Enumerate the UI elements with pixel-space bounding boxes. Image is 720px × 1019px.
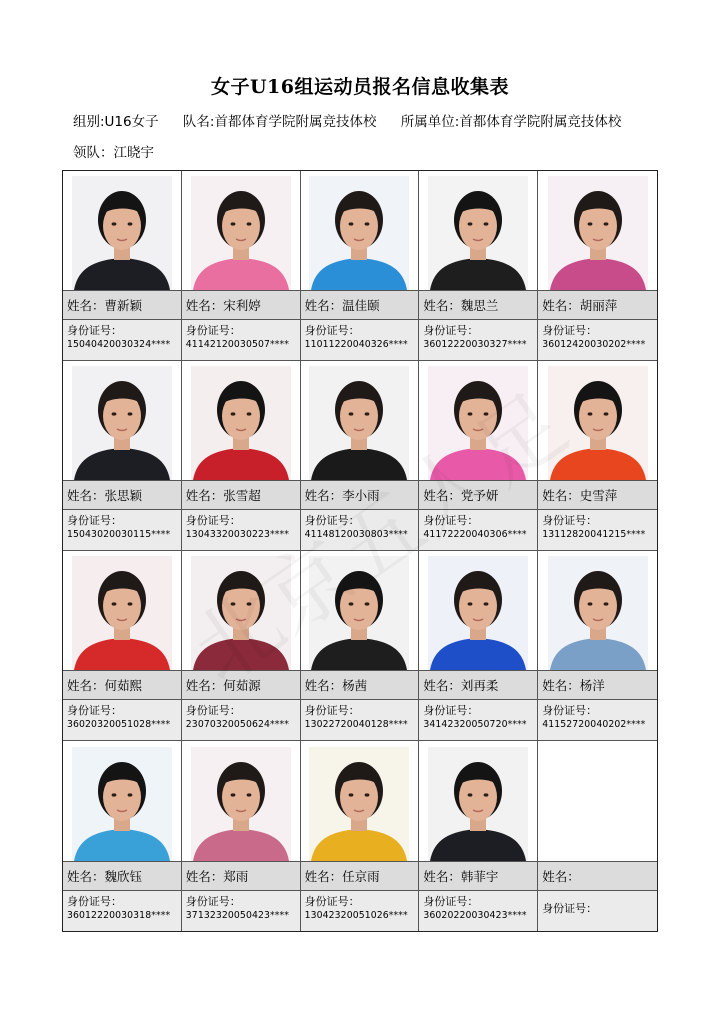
athlete-photo	[72, 176, 172, 290]
athlete-id-block	[182, 320, 300, 360]
athlete-photo	[309, 176, 409, 290]
athlete-photo	[548, 176, 648, 290]
athlete-photo-frame	[182, 551, 300, 670]
athlete-card	[182, 741, 301, 931]
athlete-name: 姓名：刘再柔	[419, 670, 537, 700]
id-number-value: 41148120030803****	[304, 529, 408, 541]
athlete-photo-frame	[419, 741, 537, 861]
athlete-card	[301, 361, 420, 551]
athlete-photo	[309, 366, 409, 480]
athlete-name: 姓名：	[538, 861, 657, 891]
athlete-card-empty	[538, 741, 657, 931]
athlete-photo-frame	[63, 551, 181, 670]
id-number-value: 13022720040128****	[304, 719, 408, 731]
page-title: 女子U16组运动员报名信息收集表	[210, 76, 509, 98]
header-info-row	[73, 110, 621, 130]
athlete-id-block	[63, 700, 181, 740]
athlete-id-block	[419, 700, 537, 740]
athlete-id-block	[301, 891, 419, 931]
id-number-value: 36020220030423****	[423, 910, 527, 921]
athlete-photo	[548, 556, 648, 670]
athlete-photo-frame	[419, 361, 537, 480]
group-label: 组别:U16女子	[73, 114, 159, 130]
id-number-label: 身份证号：	[304, 895, 360, 908]
athlete-id-block	[419, 320, 537, 360]
id-number-label: 身份证号：	[423, 514, 479, 528]
athlete-name: 姓名：何茹源	[182, 670, 300, 700]
athlete-id-block	[63, 891, 181, 931]
athlete-photo	[191, 176, 291, 290]
athlete-id-block	[182, 510, 300, 550]
athlete-card	[301, 171, 420, 361]
id-number-label: 身份证号：	[542, 704, 598, 718]
athlete-photo-frame	[182, 171, 300, 290]
athlete-card	[301, 741, 420, 931]
unit-label: 所属单位:首都体育学院附属竞技体校	[400, 114, 622, 130]
athlete-card	[63, 361, 182, 551]
id-number-value: 15040420030324****	[67, 339, 171, 351]
athlete-name: 姓名：张思颖	[63, 480, 181, 510]
athlete-card	[538, 171, 657, 361]
id-number-label: 身份证号：	[304, 704, 360, 718]
athlete-photo	[72, 747, 172, 861]
leader-label: 领队：江晓宇	[73, 145, 154, 161]
athlete-photo-frame	[301, 171, 419, 290]
athlete-card	[538, 361, 657, 551]
athlete-photo	[72, 556, 172, 670]
id-number-value: 36012220030327****	[423, 339, 527, 351]
athlete-photo	[548, 366, 648, 480]
athlete-id-block	[301, 320, 419, 360]
id-number-label: 身份证号：	[304, 324, 360, 338]
athlete-name: 姓名：杨茜	[301, 670, 419, 700]
athlete-card	[419, 171, 538, 361]
id-number-value: 34142320050720****	[423, 719, 527, 731]
id-number-label: 身份证号：	[185, 514, 241, 528]
athlete-name: 姓名：温佳颐	[301, 290, 419, 320]
athlete-photo-placeholder	[538, 741, 657, 861]
athlete-photo	[309, 556, 409, 670]
athlete-card	[419, 361, 538, 551]
athlete-photo-frame	[538, 361, 657, 480]
id-number-value: 13043320030223****	[185, 529, 289, 541]
athlete-card	[419, 551, 538, 741]
athlete-photo-frame	[63, 741, 181, 861]
athlete-id-block	[538, 700, 657, 740]
athlete-name: 姓名：史雪萍	[538, 480, 657, 510]
athlete-id-block	[538, 891, 657, 931]
leader-row	[73, 141, 154, 161]
athlete-id-block	[419, 891, 537, 931]
id-number-label: 身份证号：	[185, 704, 241, 718]
athlete-photo-frame	[538, 171, 657, 290]
athlete-id-block	[419, 510, 537, 550]
athlete-name: 姓名：魏欣钰	[63, 861, 181, 891]
athlete-card	[63, 171, 182, 361]
id-number-label: 身份证号：	[423, 324, 479, 338]
athlete-photo	[428, 556, 528, 670]
athlete-photo-frame	[538, 551, 657, 670]
athlete-photo	[72, 366, 172, 480]
athlete-card	[63, 741, 182, 931]
athlete-name: 姓名：张雪超	[182, 480, 300, 510]
id-number-value: 13042320051026****	[304, 910, 408, 921]
athlete-card	[182, 361, 301, 551]
athlete-card	[301, 551, 420, 741]
athlete-photo	[309, 747, 409, 861]
id-number-label: 身份证号：	[67, 895, 122, 908]
id-number-label: 身份证号：	[542, 324, 598, 338]
athlete-card	[182, 171, 301, 361]
id-number-value: 41152720040202****	[542, 719, 646, 731]
athlete-photo-frame	[63, 171, 181, 290]
athlete-name: 姓名：宋利婷	[182, 290, 300, 320]
id-number-value: 41142120030507****	[185, 339, 289, 351]
id-number-value: 36012420030202****	[542, 339, 646, 351]
team-label: 队名:首都体育学院附属竞技体校	[182, 114, 377, 130]
id-number-label: 身份证号：	[423, 895, 479, 908]
id-number-value: 13112820041215****	[542, 529, 646, 541]
athlete-photo	[428, 747, 528, 861]
athlete-photo	[191, 747, 291, 861]
athlete-photo-frame	[182, 741, 300, 861]
athlete-photo-frame	[301, 551, 419, 670]
athlete-id-block	[63, 510, 181, 550]
athlete-photo-frame	[419, 171, 537, 290]
athlete-id-block	[301, 510, 419, 550]
athlete-card	[182, 551, 301, 741]
id-number-label: 身份证号：	[304, 514, 360, 528]
athlete-name: 姓名：何茹熙	[63, 670, 181, 700]
athlete-photo	[191, 366, 291, 480]
id-number-value: 41172220040306****	[423, 529, 527, 541]
athlete-name: 姓名：党予妍	[419, 480, 537, 510]
athlete-card	[63, 551, 182, 741]
athlete-photo-frame	[63, 361, 181, 480]
id-number-label: 身份证号：	[185, 895, 241, 908]
id-number-label: 身份证号：	[185, 324, 241, 338]
id-number-label: 身份证号：	[542, 514, 598, 528]
id-number-label: 身份证号：	[423, 704, 479, 718]
id-number-value: 36012220030318****	[67, 910, 171, 921]
athlete-name: 姓名：魏思兰	[419, 290, 537, 320]
athlete-card	[419, 741, 538, 931]
athlete-card	[538, 551, 657, 741]
athlete-name: 姓名：任京雨	[301, 861, 419, 891]
athlete-photo-frame	[419, 551, 537, 670]
athlete-id-block	[301, 700, 419, 740]
id-number-value: 15043020030115****	[67, 529, 171, 541]
athlete-name: 姓名：李小雨	[301, 480, 419, 510]
athlete-name: 姓名：曹新颖	[63, 290, 181, 320]
athlete-photo	[191, 556, 291, 670]
athlete-id-block	[538, 320, 657, 360]
id-number-value: 37132320050423****	[185, 910, 289, 921]
athlete-id-block	[538, 510, 657, 550]
id-number-value: 36020320051028****	[67, 719, 171, 731]
athlete-id-block	[182, 891, 300, 931]
athlete-id-block	[182, 700, 300, 740]
id-number-label: 身份证号：	[542, 902, 598, 915]
id-number-label: 身份证号：	[67, 514, 122, 528]
athlete-name: 姓名：郑雨	[182, 861, 300, 891]
athlete-photo-frame	[301, 741, 419, 861]
athlete-photo	[428, 366, 528, 480]
id-number-value: 23070320050624****	[185, 719, 289, 731]
athlete-photo-frame	[182, 361, 300, 480]
id-number-label: 身份证号：	[67, 324, 122, 338]
athlete-roster-table	[62, 170, 658, 932]
id-number-value: 11011220040326****	[304, 339, 408, 351]
athlete-name: 姓名：韩菲宇	[419, 861, 537, 891]
athlete-name: 姓名：胡丽萍	[538, 290, 657, 320]
athlete-photo	[428, 176, 528, 290]
athlete-photo-frame	[301, 361, 419, 480]
athlete-name: 姓名：杨洋	[538, 670, 657, 700]
id-number-label: 身份证号：	[67, 704, 122, 718]
athlete-id-block	[63, 320, 181, 360]
